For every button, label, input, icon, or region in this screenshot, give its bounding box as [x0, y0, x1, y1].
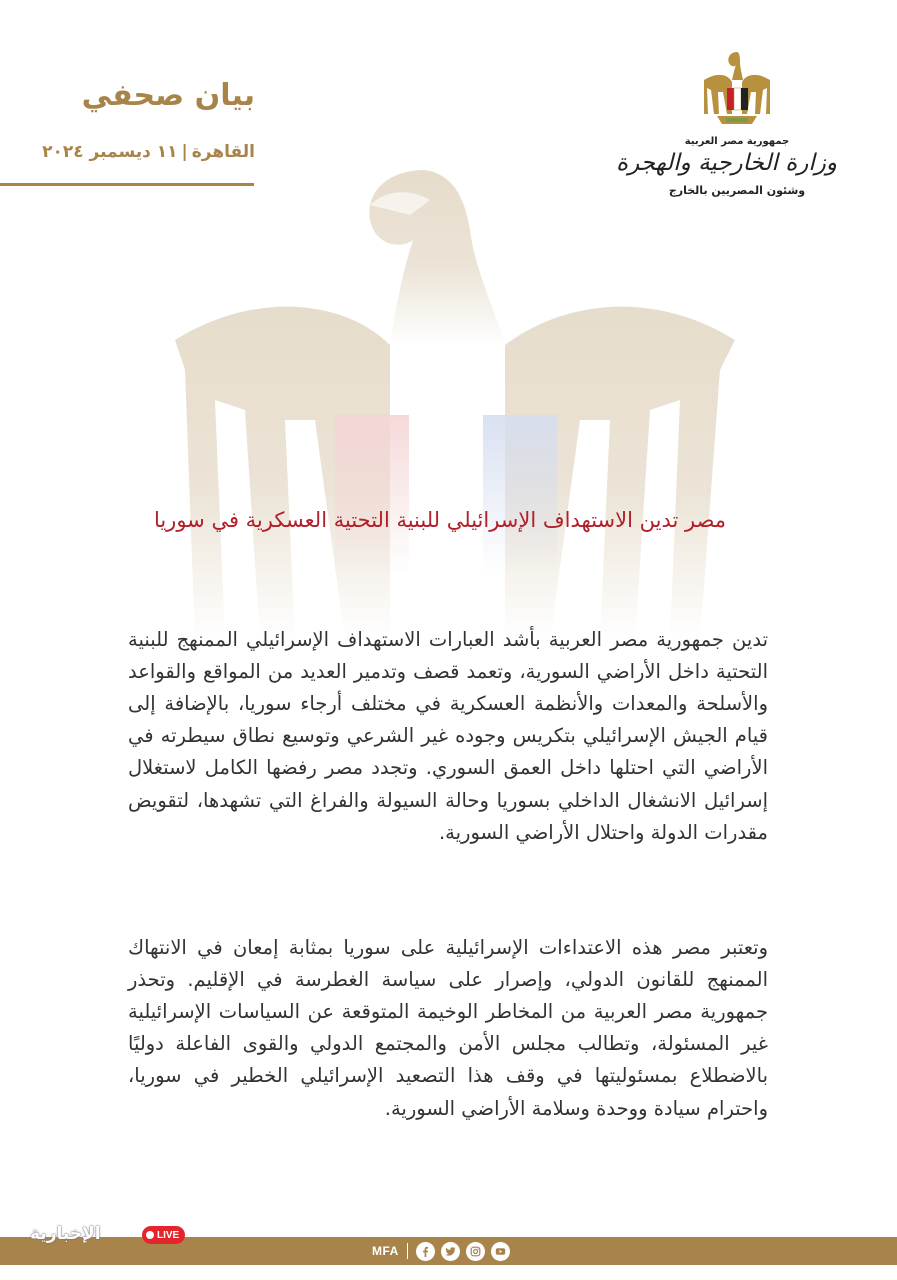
body-paragraph-2: وتعتبر مصر هذه الاعتداءات الإسرائيلية على سوريا بمثابة إمعان في الانتهاك الممنهج للقانون الدولي، وإصرار على سياسة الغطرسة في الإقليم. وتحذر جمهورية مصر العربية من المخاطر الوخيمة المتوقعة عن السياسات الإسرائيلية غير المسئولة، وتطالب مجلس الأمن والمجتمع الدولي والقوى الفاعلة دوليًا بالاضطلاع بمسئوليتها في وقف هذا التصعيد الإسرائيلي الخطير في سوريا، واحترام سيادة ووحدة وسلامة الأراضي السورية.: [128, 935, 768, 1120]
live-dot-icon: [146, 1231, 154, 1239]
dateline-separator: |: [181, 142, 188, 162]
eagle-watermark-icon: [175, 170, 735, 640]
body-paragraph-1: تدين جمهورية مصر العربية بأشد العبارات الاستهداف الإسرائيلي الممنهج للبنية التحتية داخل الأراضي السورية، وتعمد قصف وتدمير العديد من المواقع والقواعد والأسلحة والمعدات والأنظمة العسكرية في مختلف أرجاء سوريا، بالإضافة إلى قيام الجيش الإسرائيلي بتكريس وجوده غير الشرعي وتوسيع نطاق سيطرته في الأراضي التي احتلها داخل العمق السوري. وتجدد مصر رفضها الكامل لاستغلال إسرائيل الانشغال الداخلي بسوريا وحالة السيولة والفراغ التي تشهدها، لتقويض مقدرات الدولة واحتلال الأراضي السورية.: [128, 627, 768, 844]
facebook-icon[interactable]: [416, 1242, 435, 1261]
press-release-title: بيان صحفي: [81, 78, 255, 113]
egypt-eagle-emblem-icon: [702, 50, 772, 132]
republic-name: جمهورية مصر العربية: [684, 136, 790, 147]
ministry-name: وزارة الخارجية والهجرة: [616, 150, 837, 176]
twitter-icon[interactable]: [441, 1242, 460, 1261]
channel-logo: [30, 1222, 180, 1250]
dateline: [0, 142, 255, 162]
dateline-date: ١١ ديسمبر ٢٠٢٤: [42, 142, 178, 162]
live-badge: [142, 1226, 185, 1244]
footer-divider: [407, 1243, 408, 1259]
dateline-city: القاهرة: [191, 142, 255, 162]
headline: مصر تدين الاستهداف الإسرائيلي للبنية التحتية العسكرية في سوريا: [153, 508, 727, 532]
ministry-logo: [616, 50, 837, 210]
youtube-icon[interactable]: [491, 1242, 510, 1261]
footer-mfa-label: MFA: [372, 1244, 399, 1258]
footer-social: [372, 1240, 510, 1262]
instagram-icon[interactable]: [466, 1242, 485, 1261]
channel-name: الإخبارية: [30, 1224, 101, 1244]
ministry-name-line2: وشئون المصريين بالخارج: [668, 184, 806, 197]
header-divider: [0, 183, 254, 186]
live-label: LIVE: [157, 1229, 180, 1241]
